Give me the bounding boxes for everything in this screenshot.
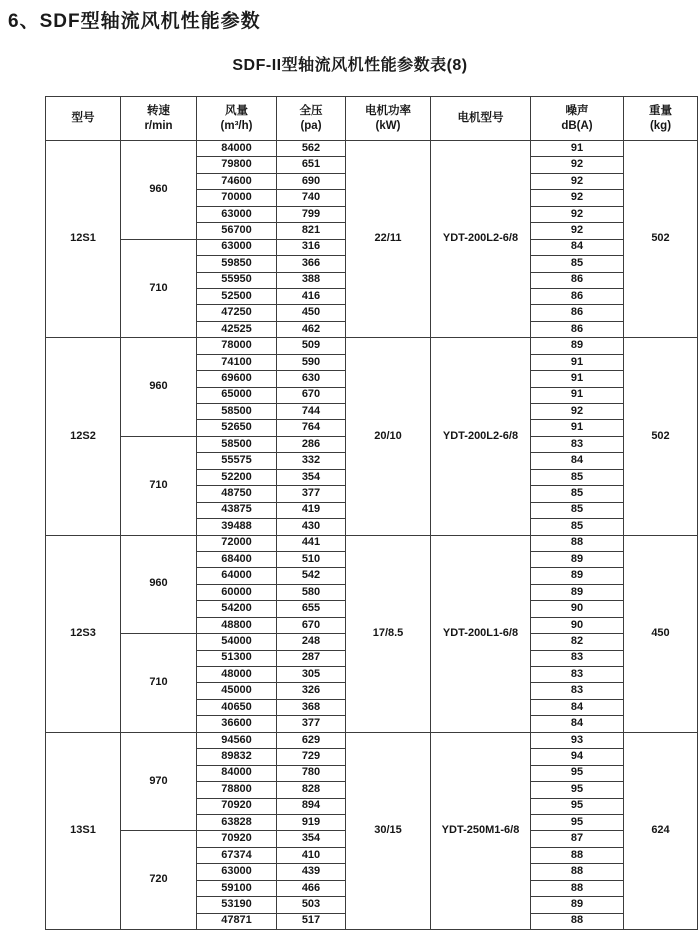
power-cell: 22/11 <box>346 141 431 338</box>
motor-cell: YDT-200L2-6/8 <box>431 141 531 338</box>
pressure-cell: 509 <box>277 338 346 354</box>
motor-cell: YDT-200L1-6/8 <box>431 535 531 732</box>
flow-cell: 78000 <box>197 338 277 354</box>
noise-cell: 85 <box>531 502 624 518</box>
pressure-cell: 919 <box>277 814 346 830</box>
table-row <box>46 141 698 157</box>
pressure-cell: 388 <box>277 272 346 288</box>
pressure-cell: 430 <box>277 519 346 535</box>
noise-cell: 83 <box>531 667 624 683</box>
noise-cell: 91 <box>531 141 624 157</box>
pressure-cell: 441 <box>277 535 346 551</box>
flow-cell: 55575 <box>197 453 277 469</box>
noise-cell: 91 <box>531 354 624 370</box>
flow-cell: 74100 <box>197 354 277 370</box>
pressure-cell: 655 <box>277 601 346 617</box>
pressure-cell: 466 <box>277 880 346 896</box>
pressure-cell: 377 <box>277 486 346 502</box>
flow-cell: 52650 <box>197 420 277 436</box>
table-row <box>46 732 698 748</box>
pressure-cell: 287 <box>277 650 346 666</box>
pressure-cell: 894 <box>277 798 346 814</box>
noise-cell: 95 <box>531 765 624 781</box>
rpm-cell: 710 <box>121 634 197 733</box>
flow-cell: 39488 <box>197 519 277 535</box>
noise-cell: 84 <box>531 716 624 732</box>
pressure-cell: 630 <box>277 371 346 387</box>
flow-cell: 78800 <box>197 782 277 798</box>
model-cell: 12S2 <box>46 338 121 535</box>
noise-cell: 84 <box>531 699 624 715</box>
noise-cell: 87 <box>531 831 624 847</box>
flow-cell: 94560 <box>197 732 277 748</box>
rpm-cell: 960 <box>121 338 197 437</box>
column-header-power: 电机功率 (kW) <box>346 97 431 141</box>
pressure-cell: 286 <box>277 436 346 452</box>
pressure-cell: 670 <box>277 387 346 403</box>
flow-cell: 58500 <box>197 436 277 452</box>
noise-cell: 89 <box>531 338 624 354</box>
flow-cell: 63000 <box>197 239 277 255</box>
pressure-cell: 410 <box>277 847 346 863</box>
fan-performance-table <box>45 96 698 930</box>
flow-cell: 70000 <box>197 190 277 206</box>
rpm-cell: 720 <box>121 831 197 930</box>
pressure-cell: 332 <box>277 453 346 469</box>
flow-cell: 89832 <box>197 749 277 765</box>
flow-cell: 48000 <box>197 667 277 683</box>
noise-cell: 92 <box>531 206 624 222</box>
noise-cell: 92 <box>531 404 624 420</box>
flow-cell: 79800 <box>197 157 277 173</box>
pressure-cell: 821 <box>277 223 346 239</box>
noise-cell: 83 <box>531 683 624 699</box>
noise-cell: 85 <box>531 519 624 535</box>
flow-cell: 72000 <box>197 535 277 551</box>
column-header-model: 型号 <box>46 97 121 141</box>
pressure-cell: 670 <box>277 617 346 633</box>
flow-cell: 59850 <box>197 256 277 272</box>
noise-cell: 93 <box>531 732 624 748</box>
flow-cell: 70920 <box>197 798 277 814</box>
noise-cell: 95 <box>531 814 624 830</box>
flow-cell: 63000 <box>197 864 277 880</box>
flow-cell: 53190 <box>197 897 277 913</box>
noise-cell: 84 <box>531 453 624 469</box>
noise-cell: 86 <box>531 305 624 321</box>
flow-cell: 64000 <box>197 568 277 584</box>
pressure-cell: 354 <box>277 469 346 485</box>
table-row <box>46 338 698 354</box>
flow-cell: 40650 <box>197 699 277 715</box>
model-cell: 12S3 <box>46 535 121 732</box>
flow-cell: 67374 <box>197 847 277 863</box>
flow-cell: 70920 <box>197 831 277 847</box>
pressure-cell: 368 <box>277 699 346 715</box>
rpm-cell: 960 <box>121 535 197 634</box>
flow-cell: 74600 <box>197 173 277 189</box>
noise-cell: 88 <box>531 847 624 863</box>
flow-cell: 60000 <box>197 584 277 600</box>
flow-cell: 52500 <box>197 288 277 304</box>
flow-cell: 63000 <box>197 206 277 222</box>
flow-cell: 84000 <box>197 765 277 781</box>
noise-cell: 85 <box>531 486 624 502</box>
flow-cell: 68400 <box>197 551 277 567</box>
flow-cell: 47250 <box>197 305 277 321</box>
noise-cell: 92 <box>531 190 624 206</box>
pressure-cell: 780 <box>277 765 346 781</box>
motor-cell: YDT-250M1-6/8 <box>431 732 531 929</box>
pressure-cell: 416 <box>277 288 346 304</box>
noise-cell: 91 <box>531 420 624 436</box>
pressure-cell: 510 <box>277 551 346 567</box>
rpm-cell: 710 <box>121 436 197 535</box>
pressure-cell: 354 <box>277 831 346 847</box>
pressure-cell: 542 <box>277 568 346 584</box>
flow-cell: 42525 <box>197 321 277 337</box>
power-cell: 30/15 <box>346 732 431 929</box>
flow-cell: 36600 <box>197 716 277 732</box>
noise-cell: 89 <box>531 568 624 584</box>
pressure-cell: 439 <box>277 864 346 880</box>
noise-cell: 89 <box>531 897 624 913</box>
table-header-row <box>46 97 698 141</box>
pressure-cell: 828 <box>277 782 346 798</box>
flow-cell: 84000 <box>197 141 277 157</box>
model-cell: 13S1 <box>46 732 121 929</box>
column-header-flow: 风量 (m³/h) <box>197 97 277 141</box>
rpm-cell: 970 <box>121 732 197 831</box>
pressure-cell: 629 <box>277 732 346 748</box>
table-title: SDF-II型轴流风机性能参数表(8) <box>232 57 468 74</box>
noise-cell: 90 <box>531 601 624 617</box>
noise-cell: 83 <box>531 436 624 452</box>
power-cell: 17/8.5 <box>346 535 431 732</box>
noise-cell: 85 <box>531 256 624 272</box>
noise-cell: 91 <box>531 387 624 403</box>
pressure-cell: 562 <box>277 141 346 157</box>
motor-cell: YDT-200L2-6/8 <box>431 338 531 535</box>
noise-cell: 89 <box>531 584 624 600</box>
pressure-cell: 419 <box>277 502 346 518</box>
flow-cell: 56700 <box>197 223 277 239</box>
column-header-weight: 重量 (kg) <box>624 97 698 141</box>
noise-cell: 84 <box>531 239 624 255</box>
pressure-cell: 799 <box>277 206 346 222</box>
noise-cell: 88 <box>531 913 624 929</box>
noise-cell: 92 <box>531 157 624 173</box>
flow-cell: 65000 <box>197 387 277 403</box>
noise-cell: 95 <box>531 798 624 814</box>
noise-cell: 86 <box>531 288 624 304</box>
noise-cell: 85 <box>531 469 624 485</box>
column-header-rpm: 转速 r/min <box>121 97 197 141</box>
flow-cell: 69600 <box>197 371 277 387</box>
pressure-cell: 517 <box>277 913 346 929</box>
flow-cell: 52200 <box>197 469 277 485</box>
model-cell: 12S1 <box>46 141 121 338</box>
column-header-motor: 电机型号 <box>431 97 531 141</box>
noise-cell: 82 <box>531 634 624 650</box>
flow-cell: 54000 <box>197 634 277 650</box>
flow-cell: 63828 <box>197 814 277 830</box>
pressure-cell: 326 <box>277 683 346 699</box>
noise-cell: 86 <box>531 272 624 288</box>
flow-cell: 47871 <box>197 913 277 929</box>
noise-cell: 92 <box>531 173 624 189</box>
pressure-cell: 729 <box>277 749 346 765</box>
pressure-cell: 248 <box>277 634 346 650</box>
column-header-noise: 噪声 dB(A) <box>531 97 624 141</box>
flow-cell: 48800 <box>197 617 277 633</box>
weight-cell: 450 <box>624 535 698 732</box>
pressure-cell: 764 <box>277 420 346 436</box>
noise-cell: 95 <box>531 782 624 798</box>
flow-cell: 45000 <box>197 683 277 699</box>
pressure-cell: 377 <box>277 716 346 732</box>
flow-cell: 43875 <box>197 502 277 518</box>
noise-cell: 86 <box>531 321 624 337</box>
pressure-cell: 305 <box>277 667 346 683</box>
noise-cell: 89 <box>531 551 624 567</box>
pressure-cell: 580 <box>277 584 346 600</box>
pressure-cell: 450 <box>277 305 346 321</box>
flow-cell: 54200 <box>197 601 277 617</box>
weight-cell: 624 <box>624 732 698 929</box>
pressure-cell: 740 <box>277 190 346 206</box>
power-cell: 20/10 <box>346 338 431 535</box>
noise-cell: 88 <box>531 864 624 880</box>
flow-cell: 55950 <box>197 272 277 288</box>
table-row <box>46 535 698 551</box>
flow-cell: 59100 <box>197 880 277 896</box>
noise-cell: 92 <box>531 223 624 239</box>
noise-cell: 90 <box>531 617 624 633</box>
rpm-cell: 960 <box>121 141 197 240</box>
pressure-cell: 462 <box>277 321 346 337</box>
pressure-cell: 366 <box>277 256 346 272</box>
column-header-pressure: 全压 (pa) <box>277 97 346 141</box>
flow-cell: 51300 <box>197 650 277 666</box>
rpm-cell: 710 <box>121 239 197 338</box>
noise-cell: 91 <box>531 371 624 387</box>
flow-cell: 48750 <box>197 486 277 502</box>
pressure-cell: 690 <box>277 173 346 189</box>
weight-cell: 502 <box>624 141 698 338</box>
pressure-cell: 590 <box>277 354 346 370</box>
noise-cell: 88 <box>531 535 624 551</box>
pressure-cell: 744 <box>277 404 346 420</box>
noise-cell: 94 <box>531 749 624 765</box>
pressure-cell: 651 <box>277 157 346 173</box>
noise-cell: 88 <box>531 880 624 896</box>
pressure-cell: 503 <box>277 897 346 913</box>
flow-cell: 58500 <box>197 404 277 420</box>
noise-cell: 83 <box>531 650 624 666</box>
weight-cell: 502 <box>624 338 698 535</box>
page-title: 6、SDF型轴流风机性能参数 <box>8 11 261 32</box>
pressure-cell: 316 <box>277 239 346 255</box>
